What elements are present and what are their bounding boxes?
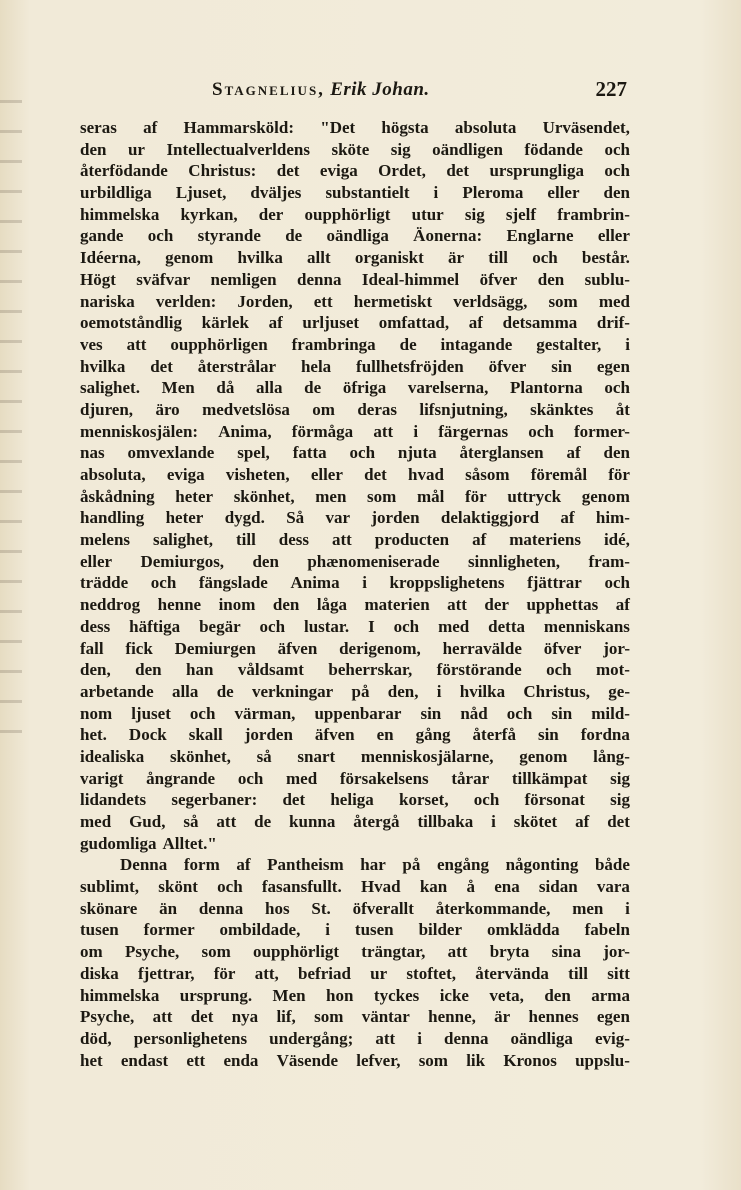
- text-line: död, personlighetens undergång; att i denna oändliga evig-: [80, 1028, 630, 1048]
- text-line: trädde och fängslade Anima i kroppslighetens fjättrar och: [80, 573, 630, 593]
- text-line: gudomliga Alltet.": [80, 833, 217, 853]
- text-line: het. Dock skall jorden äfven en gång återfå sin fordna: [80, 725, 630, 745]
- text-line: handling heter dygd. Så var jorden delaktiggjord af him-: [80, 508, 630, 528]
- page-number: 227: [595, 77, 627, 101]
- text-line: varigt ångrande och med försakelsens tårar tillkämpat sig: [80, 768, 630, 788]
- text-line: diska fjettrar, för att, befriad ur stoftet, återvända till sitt: [80, 963, 630, 983]
- text-line: sublimt, skönt och fasansfullt. Hvad kan å ena sidan vara: [80, 877, 630, 897]
- text-line: Psyche, att det nya lif, som väntar henne, är hennes egen: [80, 1007, 630, 1027]
- text-line: om Psyche, som oupphörligt trängtar, att bryta sina jor-: [80, 942, 630, 962]
- text-line: absoluta, eviga visheten, eller det hvad såsom föremål för: [80, 465, 630, 484]
- text-line: idealiska skönhet, så snart menniskosjälarne, genom lång-: [80, 746, 630, 766]
- text-line: het endast ett enda Väsende lefver, som lik Kronos uppslu-: [80, 1050, 630, 1070]
- text-line: med Gud, så att de kunna återgå tillbaka i skötet af det: [80, 812, 630, 831]
- text-line: återfödande Christus: det eviga Ordet, det ursprungliga och: [80, 161, 630, 181]
- text-line: gande och styrande de oändliga Äonerna: Englarne eller: [80, 226, 630, 246]
- text-line: Idéerna, genom hvilka allt organiskt är till och består.: [80, 248, 630, 268]
- text-line: fall fick Demiurgen äfven derigenom, herravälde öfver jor-: [80, 638, 630, 658]
- text-line: Denna form af Pantheism har på engång någonting både: [120, 855, 630, 875]
- running-head: [212, 79, 430, 101]
- text-line: den ur Intellectualverldens sköte sig oändligen födande och: [80, 139, 630, 159]
- text-line: neddrog henne inom den låga materien att der upphettas af: [80, 595, 630, 615]
- body-text: [80, 117, 630, 1071]
- text-line: Högt sväfvar nemligen denna Ideal-himmel öfver den sublu-: [80, 269, 630, 289]
- text-line: ves att oupphörligen frambringa de intagande gestalter, i: [80, 334, 630, 354]
- text-line: den, den han våldsamt beherrskar, förstörande och mot-: [80, 660, 630, 680]
- text-line: djuren, äro medvetslösa om deras lifsnjutning, skänktes åt: [80, 399, 630, 419]
- text-line: nom ljuset och värman, uppenbarar sin nåd och sin mild-: [80, 703, 630, 723]
- text-line: himmelska kyrkan, der oupphörligt utur sig sjelf frambrin-: [80, 204, 630, 224]
- text-line: nariska verlden: Jorden, ett hermetiskt verldsägg, som med: [80, 291, 630, 311]
- text-line: arbetande alla de verkningar på den, i hvilka Christus, ge-: [80, 681, 630, 701]
- text-line: hvilka det återstrålar hela fullhetsfröjden öfver sin egen: [80, 356, 630, 376]
- text-line: nas omvexlande spel, fatta och njuta återglansen af den: [80, 443, 630, 463]
- text-line: menniskosjälen: Anima, förmåga att i färgernas och former-: [80, 421, 630, 441]
- bleed-through-margin: [0, 100, 22, 740]
- text-line: melens salighet, till dess att producten af materiens idé,: [80, 530, 630, 550]
- text-line: eller Demiurgos, den phænomeniserade sinnligheten, fram-: [80, 551, 630, 571]
- text-line: lidandets segerbaner: det heliga korset, och försonat sig: [80, 790, 630, 810]
- text-line: oemotståndlig kärlek af urljuset omfattad, af detsamma drif-: [80, 313, 630, 333]
- text-line: urbildliga Ljuset, dväljes substantielt i Pleroma eller den: [80, 183, 630, 203]
- running-head-author: Stagnelius,: [212, 79, 325, 100]
- text-line: salighet. Men då alla de öfriga varelserna, Plantorna och: [80, 378, 630, 398]
- page-header: [0, 79, 741, 103]
- text-line: himmelska ursprung. Men hon tyckes icke veta, den arma: [80, 985, 630, 1005]
- running-head-given-name: Erik Johan.: [330, 79, 430, 100]
- text-line: åskådning heter skönhet, men som mål för uttryck genom: [80, 486, 630, 506]
- text-line: skönare än denna hos St. öfverallt återkommande, men i: [80, 898, 630, 918]
- text-line: seras af Hammarsköld: "Det högsta absoluta Urväsendet,: [80, 118, 630, 137]
- text-line: tusen former ombildade, i tusen bilder omklädda fabeln: [80, 920, 630, 940]
- text-line: dess häftiga begär och lustar. I och med detta menniskans: [80, 616, 630, 636]
